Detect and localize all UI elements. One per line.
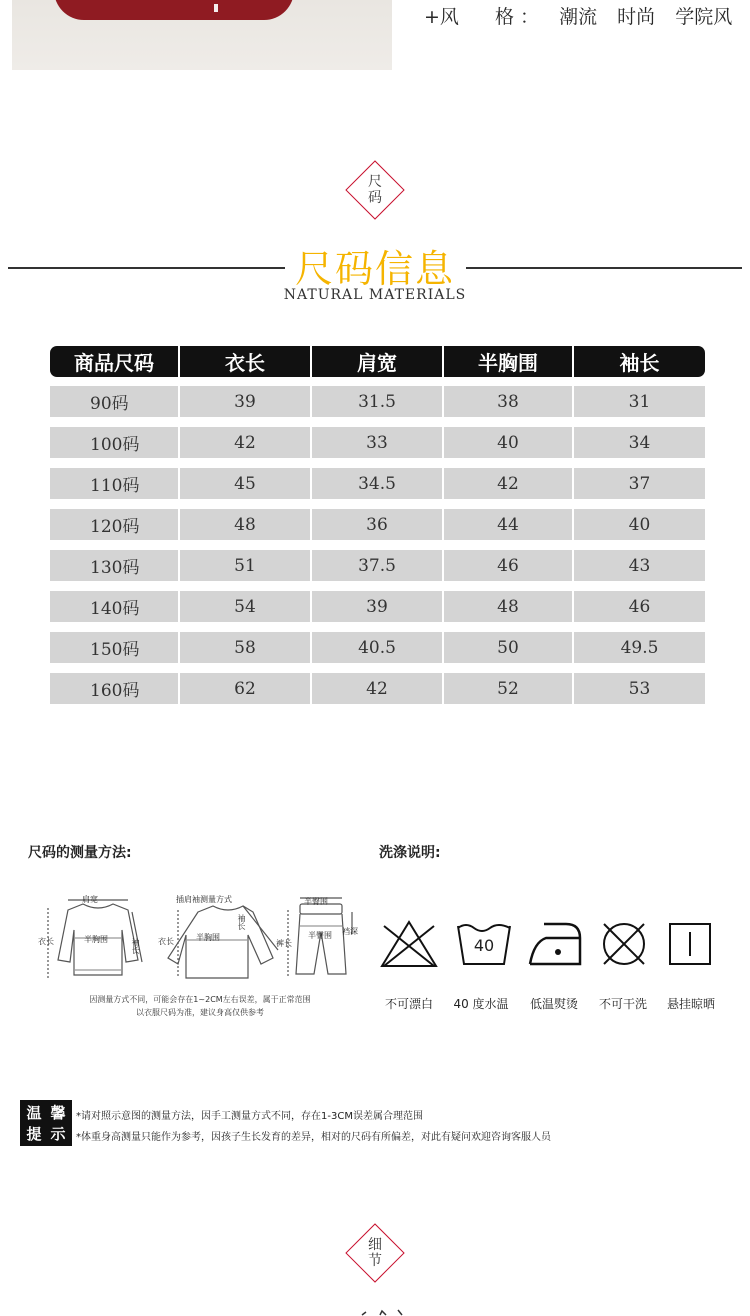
chest-label-2: 半胸围 (196, 933, 220, 942)
measure-cell: 39 (312, 591, 444, 622)
style-prefix: +风 (424, 6, 459, 28)
size-diamond-badge (340, 155, 410, 225)
wash-label-hang-dry: 悬挂晾晒 (666, 997, 715, 1011)
next-section-glimpse (352, 1306, 412, 1316)
length-label-2: 衣长 (158, 937, 174, 946)
header-cell: 袖长 (619, 351, 660, 375)
style-value-1: 潮流 (559, 6, 598, 28)
no-dryclean-icon (598, 918, 650, 970)
measure-cell: 37 (574, 468, 705, 499)
measure-cell: 62 (180, 673, 312, 704)
measure-cell: 40 (444, 427, 574, 458)
measure-cell: 33 (312, 427, 444, 458)
sleeve-label: 袖长 (131, 938, 140, 954)
no-bleach-icon (378, 918, 440, 970)
measure-cell: 54 (180, 591, 312, 622)
measure-cell: 49.5 (574, 632, 705, 663)
wash-temp: 40 (473, 936, 495, 955)
badge-char: 尺 (368, 174, 382, 190)
size-cell: 150码 (50, 632, 180, 663)
measure-cell: 31.5 (312, 386, 444, 417)
size-cell: 100码 (50, 427, 180, 458)
measure-cell: 42 (180, 427, 312, 458)
tips-line-2: *体重身高测量只能作为参考，因孩子生长发育的差异，相对的尺码有所偏差，对此有疑问欢迎咨询客服人员 (76, 1132, 551, 1143)
product-photo (12, 0, 392, 70)
raglan-diagram (168, 906, 278, 978)
style-value-2: 时尚 (617, 6, 656, 28)
measure-cell: 38 (444, 386, 574, 417)
detail-diamond-badge (340, 1218, 410, 1288)
wash-40-icon (456, 918, 512, 970)
measure-cell: 42 (444, 468, 574, 499)
measure-cell: 39 (180, 386, 312, 417)
measure-cell: 34.5 (312, 468, 444, 499)
badge-char: 节 (368, 1253, 382, 1269)
table-row (50, 427, 705, 458)
size-cell: 130码 (50, 550, 180, 581)
pants-hip-label: 半臀围 (308, 931, 332, 940)
measure-cell: 46 (444, 550, 574, 581)
size-cell: 90码 (50, 386, 180, 417)
low-iron-icon (526, 918, 584, 970)
wash-heading: 洗涤说明: (379, 845, 441, 861)
measure-cell: 51 (180, 550, 312, 581)
measure-cell: 36 (312, 509, 444, 540)
measure-cell: 37.5 (312, 550, 444, 581)
section-title: 尺码信息 (294, 247, 455, 291)
tips-badge (20, 1100, 72, 1146)
wash-label-40: 40 度水温 (453, 997, 509, 1011)
size-cell: 120码 (50, 509, 180, 540)
header-cell: 半胸围 (444, 346, 574, 377)
hang-dry-icon (668, 922, 712, 966)
tips-line-1: *请对照示意图的测量方法，因手工测量方式不同，存在1-3CM误差属合理范围 (76, 1111, 423, 1122)
shoulder-label: 肩宽 (82, 895, 98, 904)
tips-char: 提 (26, 1125, 42, 1143)
measure-cell: 50 (444, 632, 574, 663)
measure-cell: 53 (574, 673, 705, 704)
wash-label-no-dryclean: 不可干洗 (598, 997, 647, 1011)
header-cell: 商品尺码 (50, 346, 180, 377)
table-row (50, 591, 705, 622)
header-cell: 衣长 (180, 346, 312, 377)
measure-cell: 40.5 (312, 632, 444, 663)
table-row (50, 550, 705, 581)
measure-cell: 31 (574, 386, 705, 417)
measure-cell: 45 (180, 468, 312, 499)
section-subtitle: NATURAL MATERIALS (283, 287, 467, 303)
sweater-hem (54, 0, 294, 20)
measure-cell: 58 (180, 632, 312, 663)
measure-cell: 48 (444, 591, 574, 622)
badge-char: 码 (368, 190, 382, 206)
measure-note-2: 以衣服尺码为准，建议身高仅供参考 (136, 1008, 264, 1017)
wash-label-no-bleach: 不可漂白 (384, 997, 433, 1011)
wash-label-iron: 低温熨烫 (529, 997, 578, 1011)
measure-cell: 42 (312, 673, 444, 704)
size-cell: 110码 (50, 468, 180, 499)
pants-length-label: 裤长 (276, 939, 292, 948)
style-label: 格 ： (494, 6, 540, 28)
measure-cell: 52 (444, 673, 574, 704)
measure-note-1: 因测量方式不同，可能会存在1~2CM左右误差，属于正常范围 (89, 995, 311, 1004)
tips-char: 馨 (50, 1104, 66, 1122)
table-row (50, 632, 705, 663)
table-row (50, 509, 705, 540)
measure-cell: 44 (444, 509, 574, 540)
measure-cell: 40 (574, 509, 705, 540)
header-cell: 肩宽 (312, 346, 444, 377)
table-header (50, 346, 705, 377)
raglan-label: 插肩袖测量方式 (176, 895, 232, 904)
measure-cell: 43 (574, 550, 705, 581)
style-attribute (424, 2, 732, 29)
measure-cell: 46 (574, 591, 705, 622)
tips-char: 温 (26, 1104, 42, 1122)
hip-label: 半臀围 (304, 897, 328, 906)
size-cell: 140码 (50, 591, 180, 622)
measure-cell: 48 (180, 509, 312, 540)
table-body (50, 386, 705, 704)
length-label: 衣长 (38, 937, 54, 946)
measure-cell: 34 (574, 427, 705, 458)
table-row (50, 673, 705, 704)
size-table (50, 346, 705, 714)
style-value-3: 学院风 (675, 6, 733, 28)
chest-label: 半胸围 (84, 935, 108, 944)
measure-diagrams (38, 890, 368, 985)
tips-char: 示 (50, 1125, 66, 1143)
table-row (50, 386, 705, 417)
sleeve-label-2: 袖长 (237, 914, 246, 930)
measure-heading: 尺码的测量方法: (28, 845, 132, 861)
table-row (50, 468, 705, 499)
crotch-label: 裆深 (342, 927, 358, 936)
size-cell: 160码 (50, 673, 180, 704)
badge-char: 细 (368, 1237, 382, 1253)
